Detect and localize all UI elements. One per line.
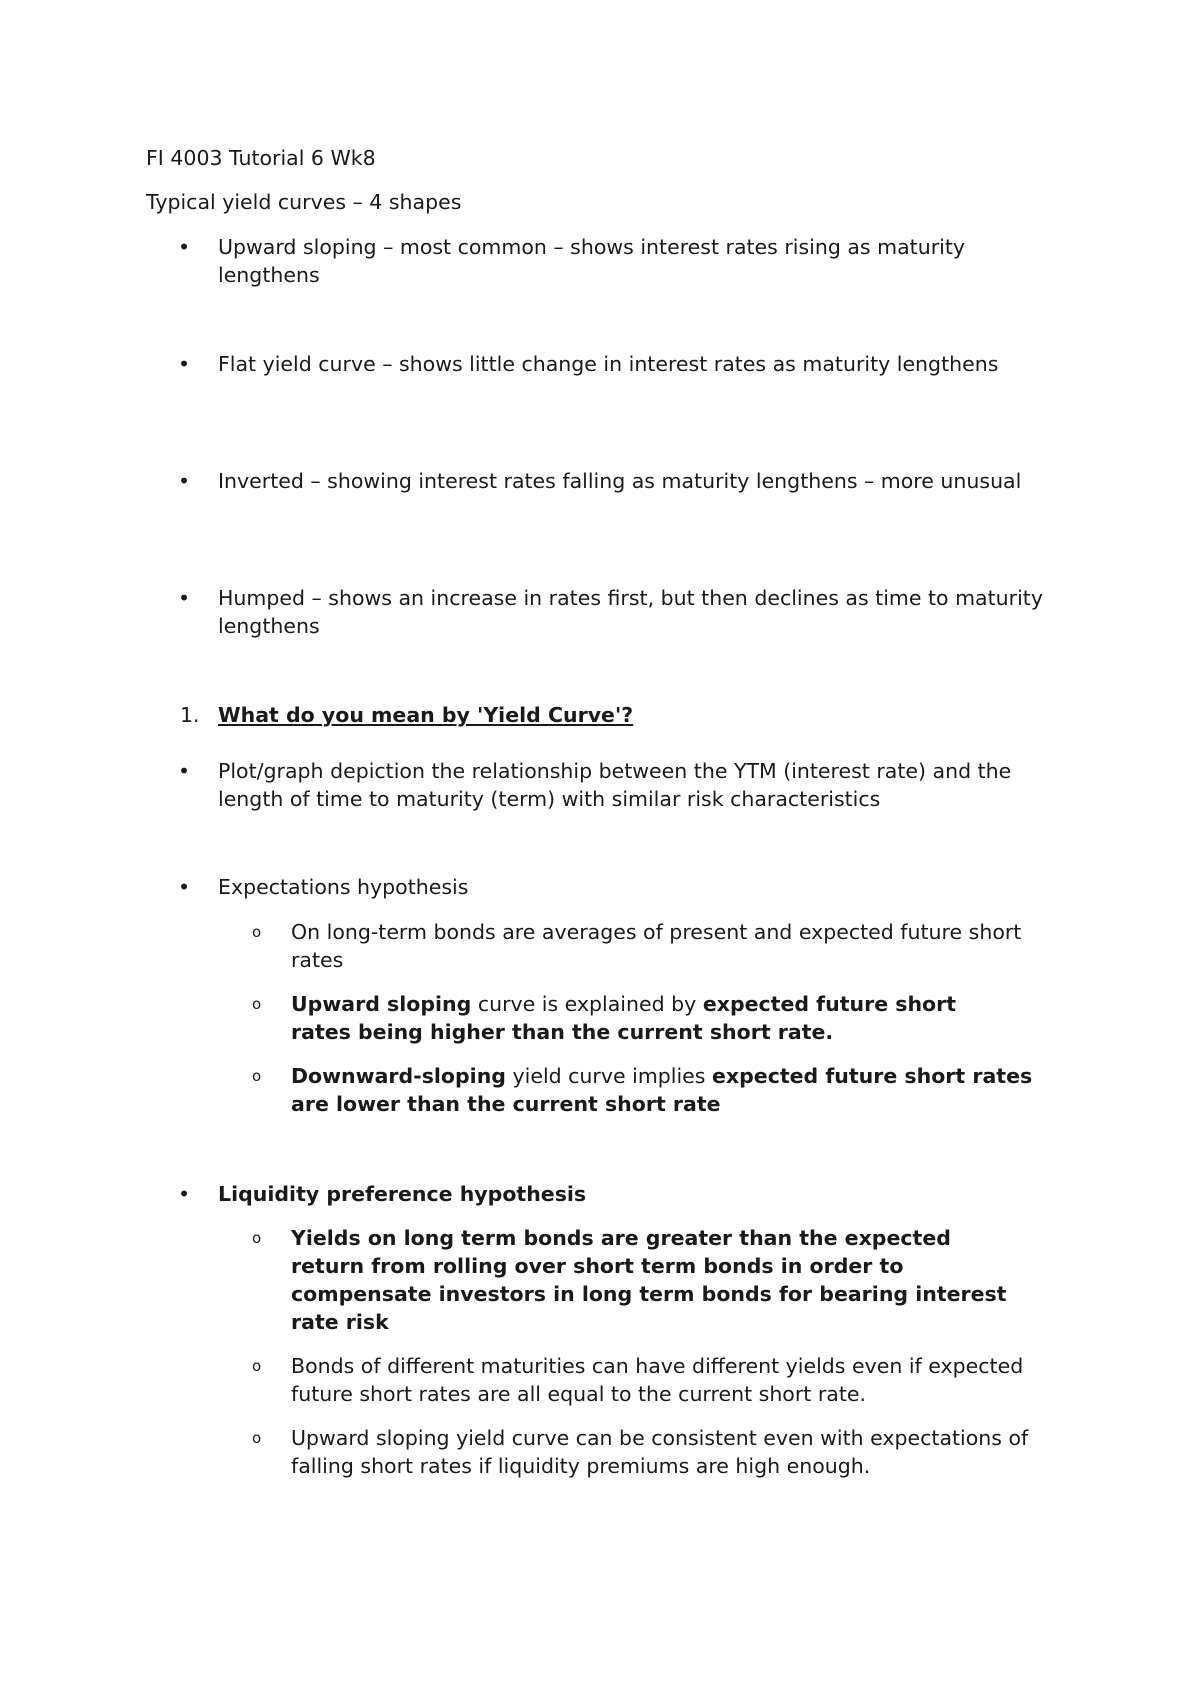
liquidity-point-2: Bonds of different maturities can have different yields even if expected future short rates are all equal to the current short rate. [291, 1354, 1024, 1406]
sub-bullet-icon: o [252, 1429, 262, 1447]
liquidity-point-1: Yields on long term bonds are greater than the expected return from rolling over short term bonds in order to compensate investors in long term bonds for bearing interest rate risk [291, 1226, 1007, 1334]
bullet-icon: • [178, 586, 191, 610]
list-item-upward: Upward sloping – most common – shows interest rates rising as maturity lengthens [218, 235, 965, 287]
expectations-point-2 [291, 990, 961, 1046]
list-item-humped: Humped – shows an increase in rates first, but then declines as time to maturity lengthens [218, 586, 1043, 638]
liquidity-title: Liquidity preference hypothesis [218, 1182, 587, 1206]
expectations-point-3 [291, 1062, 1051, 1118]
sub-bullet-icon: o [252, 923, 262, 941]
bullet-icon: • [178, 875, 191, 899]
list-item-flat: Flat yield curve – shows little change in interest rates as maturity lengthens [218, 352, 999, 376]
bullet-icon: • [178, 1182, 191, 1206]
plain-text: yield curve implies [505, 1064, 712, 1088]
bullet-icon: • [178, 469, 191, 493]
bold-text: Upward sloping [291, 992, 472, 1016]
sub-bullet-icon: o [252, 1357, 262, 1375]
question-number: 1. [180, 703, 200, 727]
bold-text: expected future short rates being higher than the current short rate. [291, 992, 957, 1044]
bullet-icon: • [178, 235, 191, 259]
bold-text: Downward-sloping [291, 1064, 506, 1088]
definition-item: Plot/graph depiction the relationship between the YTM (interest rate) and the length of time to maturity (term) with similar risk characteristics [218, 759, 1012, 811]
expectations-point-1: On long-term bonds are averages of present and expected future short rates [291, 920, 1022, 972]
bullet-icon: • [178, 759, 191, 783]
expectations-title: Expectations hypothesis [218, 875, 469, 899]
plain-text: curve is explained by [471, 992, 703, 1016]
document-header: FI 4003 Tutorial 6 Wk8 [146, 146, 376, 170]
sub-bullet-icon: o [252, 1067, 262, 1085]
question-heading: What do you mean by 'Yield Curve'? [218, 703, 634, 727]
liquidity-point-3: Upward sloping yield curve can be consistent even with expectations of falling short rates if liquidity premiums are high enough. [291, 1426, 1029, 1478]
bold-text: expected future short rates are lower than the current short rate [291, 1064, 1033, 1116]
sub-bullet-icon: o [252, 1229, 262, 1247]
bullet-icon: • [178, 352, 191, 376]
section-subtitle: Typical yield curves – 4 shapes [146, 190, 462, 214]
list-item-inverted: Inverted – showing interest rates falling as maturity lengthens – more unusual [218, 469, 1022, 493]
sub-bullet-icon: o [252, 995, 262, 1013]
